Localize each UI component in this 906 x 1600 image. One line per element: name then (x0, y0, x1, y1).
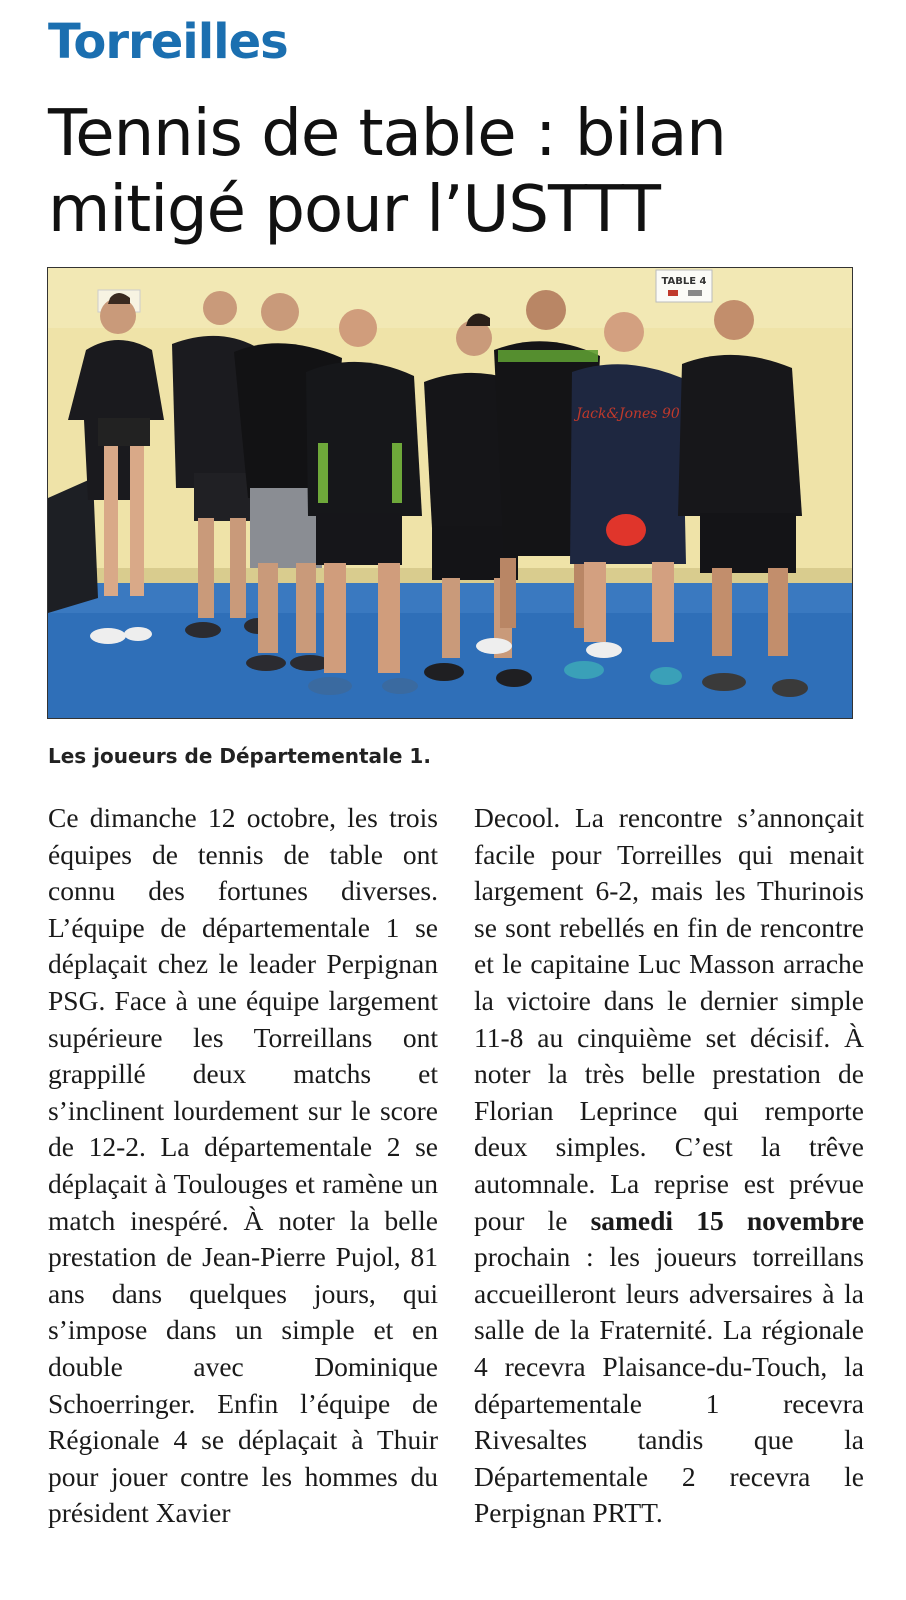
reprise-date: samedi 15 novembre (590, 1204, 864, 1236)
body-paragraph-left: Ce dimanche 12 octobre, les trois équipes de tennis de table ont connu des fortunes diverses. L’équipe de départementale 1 se déplaçait chez le leader Perpignan PSG. Face à une équipe largement supérieure les Torreillans ont grappillé deux matchs et s’inclinent lourdement sur le score de 12-2. La départementale 2 se déplaçait à Toulouges et ramène un match inespéré. À noter la belle prestation de Jean-Pierre Pujol, 81 ans dans quelques jours, qui s’impose dans un simple et en double avec Dominique Schoerringer. Enfin l’équipe de Régionale 4 se déplaçait à Thuir pour jouer contre les hommes du président Xavier (48, 802, 438, 1529)
table-sign (656, 270, 712, 302)
body-paragraph-right (474, 800, 864, 1532)
section-rubric: Torreilles (48, 14, 288, 70)
team-photo (47, 267, 853, 719)
article-body-column-right (474, 800, 864, 1532)
body-text-right-a: Decool. La rencontre s’annonçait facile pour Torreilles qui menait largement 6-2, mais les Thurinois se sont rebellés en fin de rencontre et le capitaine Luc Masson arrache la victoire dans le dernier simple 11-8 au cinquième set décisif. À noter la très belle prestation de Florian Leprince qui remporte deux simples. C’est la trêve automnale. La reprise est prévue pour le (474, 802, 864, 1236)
article-body-column-left (48, 800, 438, 1532)
table-sign-text: TABLE 4 (661, 276, 707, 287)
body-text-right-b: prochain : les joueurs torreillans accueilleront leurs adversaires à la salle de la Fraternité. La régionale 4 recevra Plaisance-du-Touch, la départementale 1 recevra Rivesaltes tandis que la Départementale 2 recevra le Perpignan PRTT. (474, 1241, 864, 1529)
photo-caption: Les joueurs de Départementale 1. (48, 744, 431, 768)
article-headline: Tennis de table : bilan mitigé pour l’USTTT (48, 97, 726, 247)
shirt-print: Jack&Jones 90 (576, 406, 680, 422)
